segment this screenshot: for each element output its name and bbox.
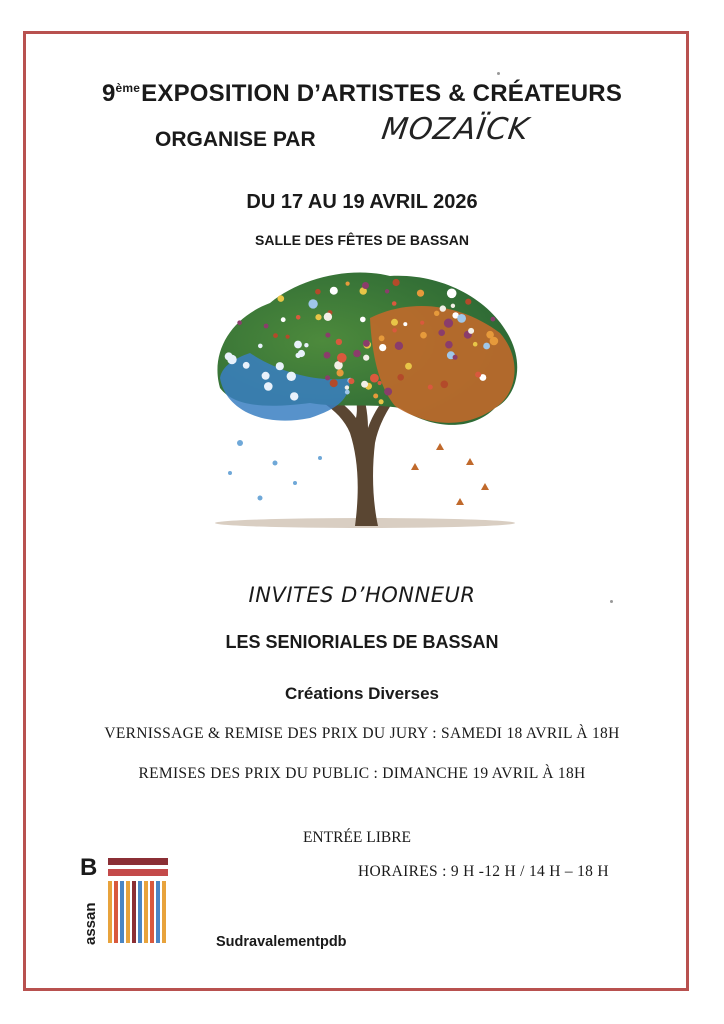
organiser-brand: MOZAÏCK [379, 112, 532, 147]
tree-flower [395, 342, 403, 350]
logo-bar [120, 881, 124, 943]
tree-flower [362, 282, 369, 289]
tree-flower [370, 374, 379, 383]
bassan-logo [80, 855, 172, 947]
tree-flower [315, 314, 321, 320]
tree-flower [434, 311, 439, 316]
tree-flower [453, 355, 458, 360]
tree-flower [420, 321, 424, 325]
tree-flower [336, 339, 342, 345]
footer-credit: Sudravalementpdb [216, 934, 347, 950]
vernissage-line: VERNISSAGE & REMISE DES PRIX DU JURY : SAMEDI 18 AVRIL À 18H [104, 725, 620, 742]
tree-flower [237, 320, 242, 325]
title-text: EXPOSITION D’ARTISTES & CRÉATEURS [141, 80, 623, 107]
logo-bar [114, 881, 118, 943]
tree-flower [444, 319, 453, 328]
tree-flower [273, 333, 278, 338]
tree-flower [385, 289, 389, 293]
opening-hours: HORAIRES : 9 H -12 H / 14 H – 18 H [358, 863, 609, 880]
tree-flower [276, 362, 284, 370]
tree-flower [473, 342, 478, 347]
svg-text:assan: assan [82, 902, 99, 945]
tree-flower [393, 279, 400, 286]
tree-flower [296, 353, 301, 358]
tree-flower [457, 314, 466, 323]
tree-flower [465, 299, 471, 305]
tree-flower [315, 289, 321, 295]
logo-bar [150, 881, 154, 943]
tree-flower [337, 353, 347, 363]
entry-label: ENTRÉE LIBRE [302, 829, 412, 846]
tree-flower [363, 355, 369, 361]
tree-flower [397, 374, 404, 381]
tree-flower [361, 381, 368, 388]
tree-flower [468, 328, 474, 334]
logo-bar [126, 881, 130, 943]
tree-flower [451, 304, 455, 308]
logo-bar [156, 881, 160, 943]
tree-flower [290, 392, 298, 400]
title-number: 9 [101, 80, 116, 107]
tree-flower [403, 322, 407, 326]
tree-flower [428, 385, 433, 390]
tree-flower [345, 385, 349, 389]
tree-flower [360, 317, 366, 323]
tree-flower [490, 337, 499, 346]
guests-heading: INVITES D’HONNEUR [248, 583, 476, 607]
tree-flower [491, 317, 496, 322]
tree-flower [483, 343, 490, 350]
print-speck [610, 600, 613, 603]
organiser-label: ORGANISE PAR [155, 128, 316, 151]
tree-flower [379, 335, 385, 341]
tree-flower [392, 328, 396, 332]
tree-flower [264, 382, 273, 391]
event-venue: SALLE DES FÊTES DE BASSAN [255, 232, 469, 248]
tree-flower [258, 344, 263, 349]
tree-flower [296, 315, 301, 320]
logo-bar [108, 881, 112, 943]
tree-illustration [200, 258, 530, 533]
tree-flower [264, 324, 269, 329]
print-speck [497, 72, 500, 75]
tree-flower [286, 335, 290, 339]
tree-flower [475, 372, 481, 378]
tree-flower [440, 305, 446, 311]
tree-flower [373, 394, 378, 399]
logo-bar [132, 881, 136, 943]
tree-flower [391, 319, 398, 326]
tree-flower [243, 362, 250, 369]
tree-flower [324, 313, 332, 321]
tree-flower [445, 341, 453, 349]
tree-flower [392, 301, 397, 306]
tree-flower [379, 344, 386, 351]
tree-flower [346, 282, 350, 286]
logo-bar [162, 881, 166, 943]
tree-flower [325, 375, 330, 380]
tree-flower [287, 372, 296, 381]
tree-flower [345, 390, 350, 395]
tree-flower [447, 289, 457, 299]
tree-flower [405, 363, 412, 370]
logo-bar [138, 881, 142, 943]
tree-flower [308, 299, 317, 308]
tree-flower [384, 388, 392, 396]
tree-flower [278, 295, 285, 302]
tree-flower [417, 290, 424, 297]
tree-flower [348, 378, 354, 384]
tree-flower [325, 333, 330, 338]
public-prize-line: REMISES DES PRIX DU PUBLIC : DIMANCHE 19 AVRIL À 18H [138, 765, 586, 782]
tree-flower [281, 317, 286, 322]
tree-flower [441, 381, 449, 389]
tree-flower [353, 350, 361, 358]
tree-flower [324, 352, 331, 359]
guests-name: LES SENIORIALES DE BASSAN [225, 632, 499, 652]
tree-flower [337, 369, 344, 376]
tree-flower [363, 340, 370, 347]
guests-subtitle: Créations Diverses [284, 684, 440, 703]
tree-flower [420, 332, 427, 339]
tree-flower [438, 329, 445, 336]
tree-flower [379, 399, 384, 404]
tree-flower [330, 287, 338, 295]
tree-flower [294, 341, 302, 349]
event-dates: DU 17 AU 19 AVRIL 2026 [246, 191, 478, 213]
logo-bar [144, 881, 148, 943]
title-superscript: ème [115, 81, 141, 95]
tree-flower [304, 343, 308, 347]
tree-flower [225, 352, 233, 360]
svg-text:B: B [80, 855, 98, 881]
tree-flower [262, 372, 270, 380]
tree-flower [378, 381, 382, 385]
poster-title [0, 80, 724, 108]
tree-flower [330, 379, 338, 387]
